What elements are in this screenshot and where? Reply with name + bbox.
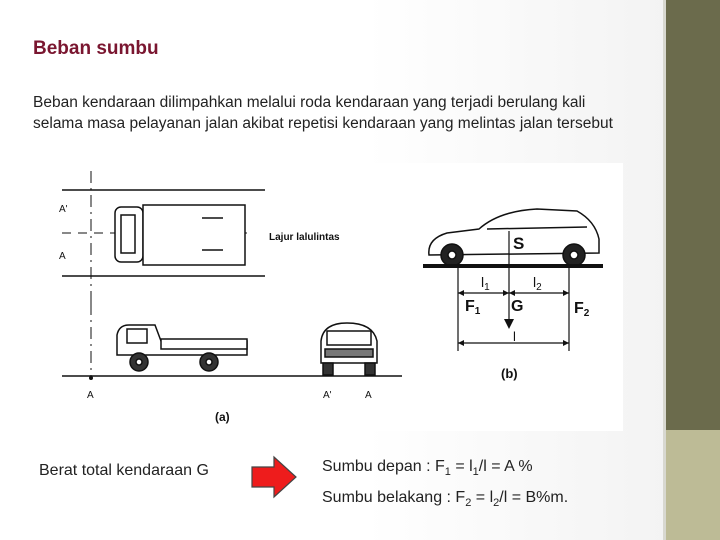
- formula-front-axle: Sumbu depan : $F_1 = l_1/l = A$ %: [322, 458, 533, 479]
- total-weight-text: [39, 462, 209, 480]
- label-g: G: [511, 298, 524, 315]
- label-f1: F: [465, 298, 475, 315]
- axle-load-figure: [47, 163, 623, 431]
- total-weight-prefix: Berat total kendaraan: [39, 462, 197, 479]
- label-l: l: [513, 329, 516, 344]
- slide-title: Beban sumbu: [33, 38, 159, 59]
- label-f2-sub: 2: [583, 308, 590, 319]
- label-a-top: A: [59, 251, 66, 262]
- svg-text:l1: [481, 274, 490, 293]
- label-l1: l: [481, 274, 485, 290]
- label-l1-sub: 1: [484, 282, 490, 293]
- label-l2-sub: 2: [536, 282, 542, 293]
- label-f1-sub: 1: [474, 306, 481, 317]
- axle-load-diagram: [47, 163, 623, 431]
- sidebar-decor-lower: [666, 430, 720, 540]
- label-s: S: [513, 234, 525, 253]
- svg-text:l2: [533, 274, 542, 293]
- sidebar-decor-upper: [666, 0, 720, 430]
- label-a-bottom2: A: [365, 390, 372, 401]
- label-a-prime-bottom: A': [323, 390, 332, 401]
- lane-label: Lajur lalulintas: [269, 232, 340, 243]
- svg-text:F2: [574, 300, 590, 319]
- formula-rear-axle: Sumbu belakang : $F_2 = l_2/l = B\%m$.: [322, 489, 569, 510]
- label-a-prime-top: A': [59, 204, 68, 215]
- svg-text:F1: [465, 298, 481, 317]
- label-a-bottom: A: [87, 390, 94, 401]
- axle-formula: [322, 454, 568, 516]
- total-weight-variable: G: [196, 462, 209, 479]
- caption-b: (b): [501, 366, 518, 381]
- label-l2: l: [533, 274, 537, 290]
- label-f2: F: [574, 300, 584, 317]
- right-arrow-icon: [250, 455, 298, 499]
- caption-a: (a): [215, 410, 230, 424]
- slide-paragraph: Beban kendaraan dilimpahkan melalui roda kendaraan yang terjadi berulang kali selama masa pelayanan jalan akibat repetisi kendaraan yang melintas jalan tersebut: [33, 94, 613, 132]
